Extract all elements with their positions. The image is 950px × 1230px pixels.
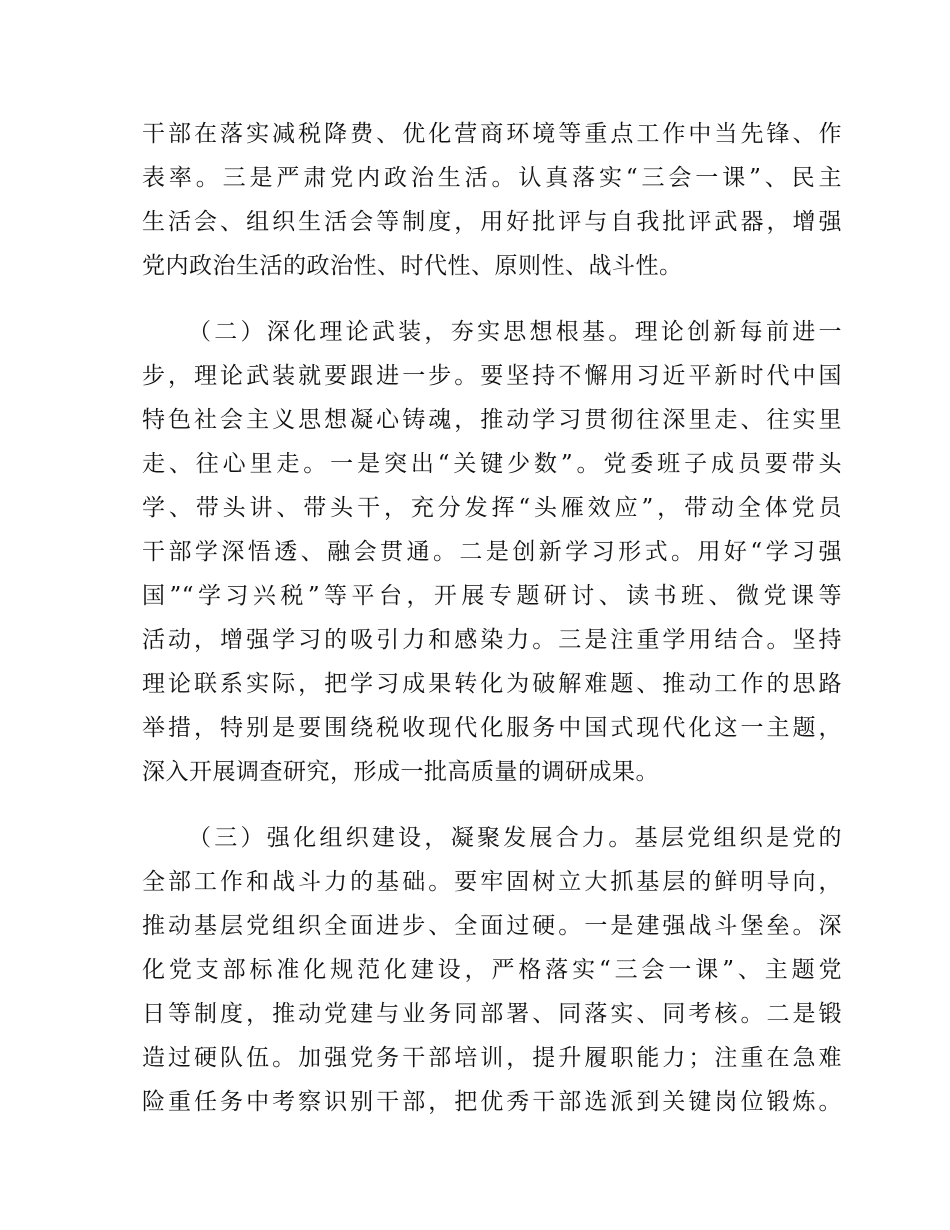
text-line: 步，理论武装就要跟进一步。要坚持不懈用习近平新时代中国 bbox=[142, 363, 842, 389]
paragraph-1 bbox=[142, 112, 842, 288]
text-line: （三）强化组织建设，凝聚发展合力。基层党组织是党的 bbox=[188, 825, 842, 851]
body-text bbox=[142, 112, 842, 1124]
text-line: 走、往心里走。一是突出“关键少数”。党委班子成员要带头 bbox=[142, 451, 842, 477]
paragraph-2 bbox=[142, 310, 842, 794]
text-line: （二）深化理论武装，夯实思想根基。理论创新每前进一 bbox=[188, 319, 842, 345]
text-line: 化党支部标准化规范化建设，严格落实“三会一课”、主题党 bbox=[142, 957, 842, 983]
text-line: 干部在落实减税降费、优化营商环境等重点工作中当先锋、作 bbox=[142, 121, 842, 147]
text-line: 险重任务中考察识别干部，把优秀干部选派到关键岗位锻炼。 bbox=[142, 1089, 842, 1115]
text-line: 党内政治生活的政治性、时代性、原则性、战斗性。 bbox=[142, 253, 683, 279]
text-line: 理论联系实际，把学习成果转化为破解难题、推动工作的思路 bbox=[142, 671, 842, 697]
text-line: 特色社会主义思想凝心铸魂，推动学习贯彻往深里走、往实里 bbox=[142, 407, 842, 433]
text-line: 表率。三是严肃党内政治生活。认真落实“三会一课”、民主 bbox=[142, 165, 842, 191]
text-line: 生活会、组织生活会等制度，用好批评与自我批评武器，增强 bbox=[142, 209, 842, 235]
text-line: 推动基层党组织全面进步、全面过硬。一是建强战斗堡垒。深 bbox=[142, 913, 842, 939]
text-line: 学、带头讲、带头干，充分发挥“头雁效应”，带动全体党员 bbox=[142, 495, 842, 521]
text-line: 干部学深悟透、融会贯通。二是创新学习形式。用好“学习强 bbox=[142, 539, 842, 565]
paragraph-gap bbox=[142, 288, 842, 310]
text-line: 举措，特别是要围绕税收现代化服务中国式现代化这一主题， bbox=[142, 715, 842, 741]
text-line: 活动，增强学习的吸引力和感染力。三是注重学用结合。坚持 bbox=[142, 627, 842, 653]
text-line: 国”“学习兴税”等平台，开展专题研讨、读书班、微党课等 bbox=[142, 583, 842, 609]
text-line: 全部工作和战斗力的基础。要牢固树立大抓基层的鲜明导向， bbox=[142, 869, 842, 895]
paragraph-gap bbox=[142, 794, 842, 816]
text-line: 日等制度，推动党建与业务同部署、同落实、同考核。二是锻 bbox=[142, 1001, 842, 1027]
text-line: 造过硬队伍。加强党务干部培训，提升履职能力；注重在急难 bbox=[142, 1045, 842, 1071]
text-line: 深入开展调查研究，形成一批高质量的调研成果。 bbox=[142, 759, 659, 785]
paragraph-3 bbox=[142, 816, 842, 1124]
